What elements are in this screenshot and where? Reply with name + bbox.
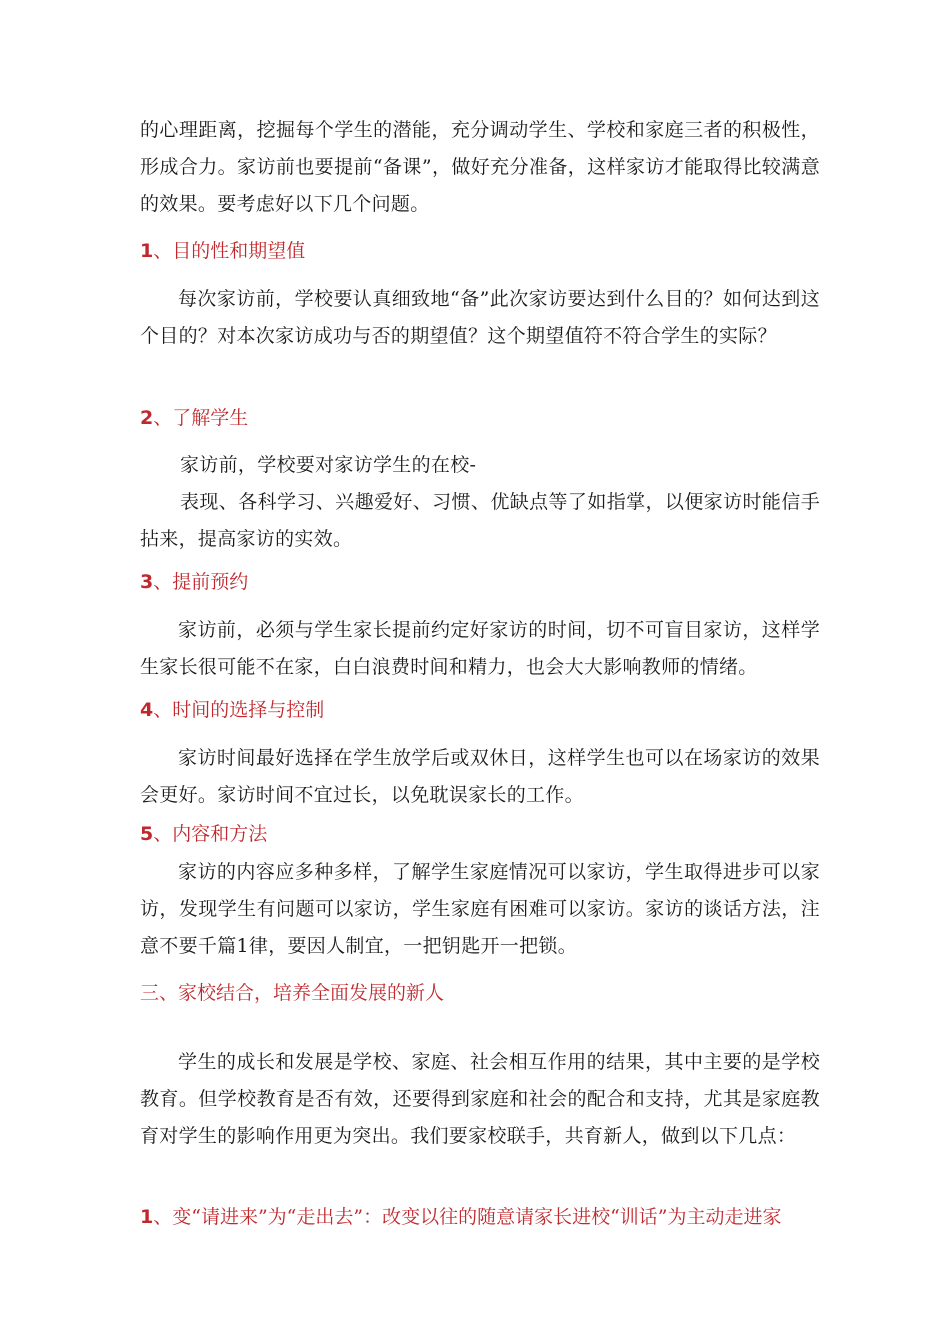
paragraph-appointment: 家访前，必须与学生家长提前约定好家访的时间，切不可盲目家访，这样学生家长很可能不在家，白白浪费时间和精力，也会大大影响教师的情绪。 xyxy=(140,619,820,678)
heading-5 xyxy=(140,819,267,849)
heading-3-text: 、提前预约 xyxy=(153,571,249,593)
paragraph-goal: 每次家访前，学校要认真细致地“备”此次家访要达到什么目的？如何达到这个目的？对本次家访成功与否的期望值？这个期望值符不符合学生的实际？ xyxy=(140,288,820,347)
heading-5-number: 5 xyxy=(140,823,154,845)
paragraph-home-school: 学生的成长和发展是学校、家庭、社会相互作用的结果，其中主要的是学校教育。但学校教育是否有效，还要得到家庭和社会的配合和支持，尤其是家庭教育对学生的影响作用更为突出。我们要家校联手，共育新人，做到以下几点： xyxy=(140,1051,820,1147)
heading-4-number: 4 xyxy=(140,699,154,721)
intro-paragraph: 的心理距离，挖掘每个学生的潜能，充分调动学生、学校和家庭三者的积极性，形成合力。家访前也要提前“备课”，做好充分准备，这样家访才能取得比较满意的效果。要考虑好以下几个问题。 xyxy=(140,119,820,215)
heading-last-text: 、变“请进来”为“走出去”：改变以往的随意请家长进校“训话”为主动走进家 xyxy=(153,1206,782,1228)
heading-last-number: 1 xyxy=(140,1206,154,1228)
heading-4-text: 、时间的选择与控制 xyxy=(153,699,325,721)
heading-2-text: 、了解学生 xyxy=(153,407,249,429)
paragraph-understand-line1: 家访前，学校要对家访学生的在校- xyxy=(180,454,477,476)
heading-2 xyxy=(140,403,248,433)
section-3-heading: 三、家校结合，培养全面发展的新人 xyxy=(140,982,445,1004)
heading-2-number: 2 xyxy=(140,407,154,429)
heading-3-number: 3 xyxy=(140,571,154,593)
heading-1-text: 、目的性和期望值 xyxy=(153,240,306,262)
heading-last xyxy=(140,1202,782,1232)
paragraph-content-method: 家访的内容应多种多样，了解学生家庭情况可以家访，学生取得进步可以家访，发现学生有问题可以家访，学生家庭有困难可以家访。家访的谈话方法，注意不要千篇1律，要因人制宜，一把钥匙开一把锁。 xyxy=(140,861,820,957)
heading-5-text: 、内容和方法 xyxy=(153,823,268,845)
paragraph-time: 家访时间最好选择在学生放学后或双休日，这样学生也可以在场家访的效果会更好。家访时间不宜过长，以免耽误家长的工作。 xyxy=(140,747,820,806)
paragraph-understand-rest: 表现、各科学习、兴趣爱好、习惯、优缺点等了如指掌，以便家访时能信手拈来，提高家访的实效。 xyxy=(140,491,820,550)
heading-1-number: 1 xyxy=(140,240,154,262)
heading-1 xyxy=(140,236,305,266)
heading-4 xyxy=(140,695,324,725)
heading-3 xyxy=(140,567,248,597)
